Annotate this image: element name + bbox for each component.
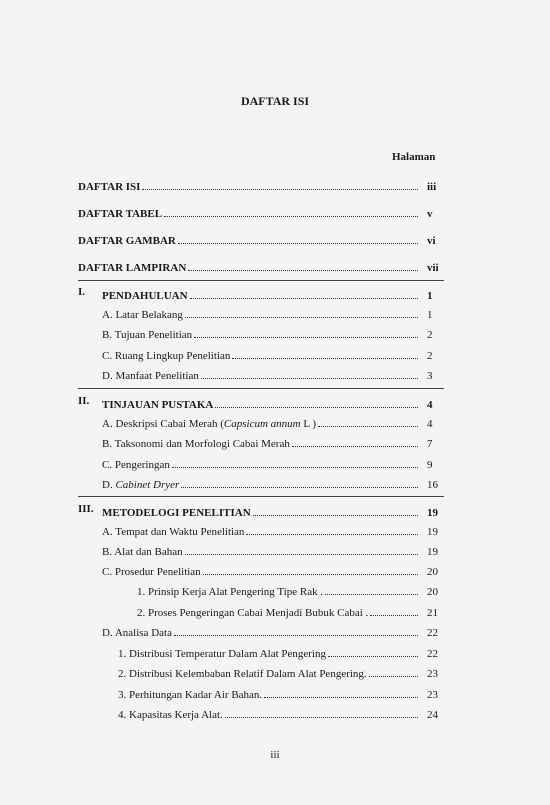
entry-label: 2. Distribusi Kelembaban Relatif Dalam Alat Pengering. <box>118 668 367 680</box>
dot-leader <box>328 656 418 657</box>
dot-leader <box>172 467 418 468</box>
entry-label: C. Ruang Lingkup Penelitian <box>102 350 231 362</box>
dot-leader <box>369 676 418 677</box>
dot-leader <box>181 487 418 488</box>
chapter-number: I. <box>78 286 86 298</box>
toc-entry-subsection[interactable] <box>102 346 447 362</box>
entry-page-number: 19 <box>427 546 438 558</box>
entry-page-number: 20 <box>427 586 438 598</box>
toc-entry-subsection[interactable] <box>137 603 447 619</box>
dot-leader <box>203 574 418 575</box>
section-divider <box>78 388 444 389</box>
entry-page-number: 1 <box>427 290 433 302</box>
entry-label-text: C. Pengeringan <box>102 459 170 471</box>
entry-page-number: 22 <box>427 627 438 639</box>
entry-page-number: 16 <box>427 479 438 491</box>
page-title: DAFTAR ISI <box>240 94 310 108</box>
toc-entry-subsection[interactable] <box>102 542 447 558</box>
entry-label: DAFTAR LAMPIRAN <box>78 262 187 274</box>
dot-leader <box>253 515 418 516</box>
entry-page-number: 19 <box>427 526 438 538</box>
entry-page-number: 24 <box>427 709 438 721</box>
halaman-header: Halaman <box>392 151 436 163</box>
toc-entry-subsection[interactable] <box>102 414 447 430</box>
dot-leader <box>174 635 418 636</box>
entry-label: DAFTAR TABEL <box>78 208 163 220</box>
dot-leader <box>188 270 418 271</box>
dot-leader <box>225 717 418 718</box>
dot-leader <box>246 534 418 535</box>
dot-leader <box>370 615 418 616</box>
entry-page-number: 22 <box>427 648 438 660</box>
entry-label: DAFTAR GAMBAR <box>78 235 176 247</box>
entry-page-number: 19 <box>427 507 438 519</box>
entry-label-text: D. <box>102 479 116 491</box>
toc-entry-subsection[interactable] <box>102 434 447 450</box>
entry-page-number: 2 <box>427 329 433 341</box>
entry-label: 1. Prinsip Kerja Alat Pengering Tipe Rak . <box>137 586 324 598</box>
section-divider <box>78 496 444 497</box>
dot-leader <box>190 298 418 299</box>
dot-leader <box>325 594 418 595</box>
entry-page-number: 4 <box>427 418 433 430</box>
entry-label: 1. Distribusi Temperatur Dalam Alat Pengering <box>118 648 326 660</box>
entry-label: C. Prosedur Penelitian <box>102 566 201 578</box>
toc-entry-subsection[interactable] <box>102 455 447 471</box>
dot-leader <box>164 216 418 217</box>
entry-label-italic: Capsicum annum <box>223 418 301 430</box>
entry-page-number: 3 <box>427 370 433 382</box>
entry-label-text: B. Taksonomi dan Morfologi Cabai Merah <box>102 438 290 450</box>
entry-label: TINJAUAN PUSTAKA <box>102 399 214 411</box>
toc-entry-subsection[interactable] <box>102 325 447 341</box>
dot-leader <box>201 378 418 379</box>
toc-entry-subsection[interactable] <box>102 562 447 578</box>
toc-entry-subsection[interactable] <box>102 305 447 321</box>
toc-entry-subsection[interactable] <box>118 685 447 701</box>
entry-page-number: 4 <box>427 399 433 411</box>
page-number-footer: iii <box>270 749 280 761</box>
dot-leader <box>292 446 418 447</box>
entry-label: METODELOGI PENELITIAN <box>102 507 251 519</box>
entry-page-number: iii <box>427 181 437 193</box>
toc-entry-subsection[interactable] <box>102 623 447 639</box>
entry-label: B. Alat dan Bahan <box>102 546 183 558</box>
entry-label: DAFTAR ISI <box>78 181 141 193</box>
toc-entry-front-matter[interactable] <box>78 177 447 193</box>
entry-page-number: vii <box>427 262 439 274</box>
entry-label-text: L ) <box>300 418 317 430</box>
entry-page-number: 23 <box>427 668 438 680</box>
dot-leader <box>264 697 418 698</box>
dot-leader <box>142 189 418 190</box>
entry-page-number: v <box>427 208 433 220</box>
dot-leader <box>215 407 418 408</box>
chapter-number: III. <box>78 503 94 515</box>
entry-page-number: 9 <box>427 459 433 471</box>
entry-page-number: 20 <box>427 566 438 578</box>
toc-entry-chapter[interactable] <box>102 286 447 302</box>
toc-entry-subsection[interactable] <box>118 644 447 660</box>
dot-leader <box>185 317 418 318</box>
chapter-number: II. <box>78 395 90 407</box>
toc-entry-front-matter[interactable] <box>78 258 447 274</box>
entry-label: A. Latar Belakang <box>102 309 183 321</box>
entry-page-number: vi <box>427 235 436 247</box>
dot-leader <box>318 426 418 427</box>
entry-label-italic: Cabinet Dryer <box>115 479 180 491</box>
entry-label <box>102 459 170 471</box>
toc-entry-subsection[interactable] <box>102 475 447 491</box>
entry-label: B. Tujuan Penelitian <box>102 329 193 341</box>
dot-leader <box>185 554 418 555</box>
entry-label-text: A. Deskripsi Cabai Merah ( <box>102 418 224 430</box>
entry-label <box>102 438 290 450</box>
toc-entry-subsection[interactable] <box>137 582 447 598</box>
entry-label <box>102 479 179 491</box>
toc-entry-chapter[interactable] <box>102 503 447 519</box>
entry-page-number: 7 <box>427 438 433 450</box>
entry-label: A. Tempat dan Waktu Penelitian <box>102 526 245 538</box>
toc-entry-subsection[interactable] <box>102 522 447 538</box>
entry-page-number: 2 <box>427 350 433 362</box>
section-divider <box>78 280 444 281</box>
toc-entry-subsection[interactable] <box>118 664 447 680</box>
entry-label: 3. Perhitungan Kadar Air Bahan. <box>118 689 263 701</box>
toc-entry-subsection[interactable] <box>118 705 447 721</box>
entry-page-number: 21 <box>427 607 438 619</box>
dot-leader <box>194 337 418 338</box>
entry-label: 4. Kapasitas Kerja Alat. <box>118 709 223 721</box>
dot-leader <box>232 358 418 359</box>
toc-entry-subsection[interactable] <box>102 366 447 382</box>
entry-page-number: 1 <box>427 309 433 321</box>
entry-label: D. Manfaat Penelitian <box>102 370 199 382</box>
dot-leader <box>178 243 418 244</box>
entry-page-number: 23 <box>427 689 438 701</box>
toc-entry-front-matter[interactable] <box>78 231 447 247</box>
entry-label <box>102 418 316 430</box>
toc-entry-front-matter[interactable] <box>78 204 447 220</box>
entry-label: D. Analisa Data <box>102 627 172 639</box>
entry-label: PENDAHULUAN <box>102 290 188 302</box>
toc-entry-chapter[interactable] <box>102 395 447 411</box>
entry-label: 2. Proses Pengeringan Cabai Menjadi Bubuk Cabai . <box>137 607 369 619</box>
